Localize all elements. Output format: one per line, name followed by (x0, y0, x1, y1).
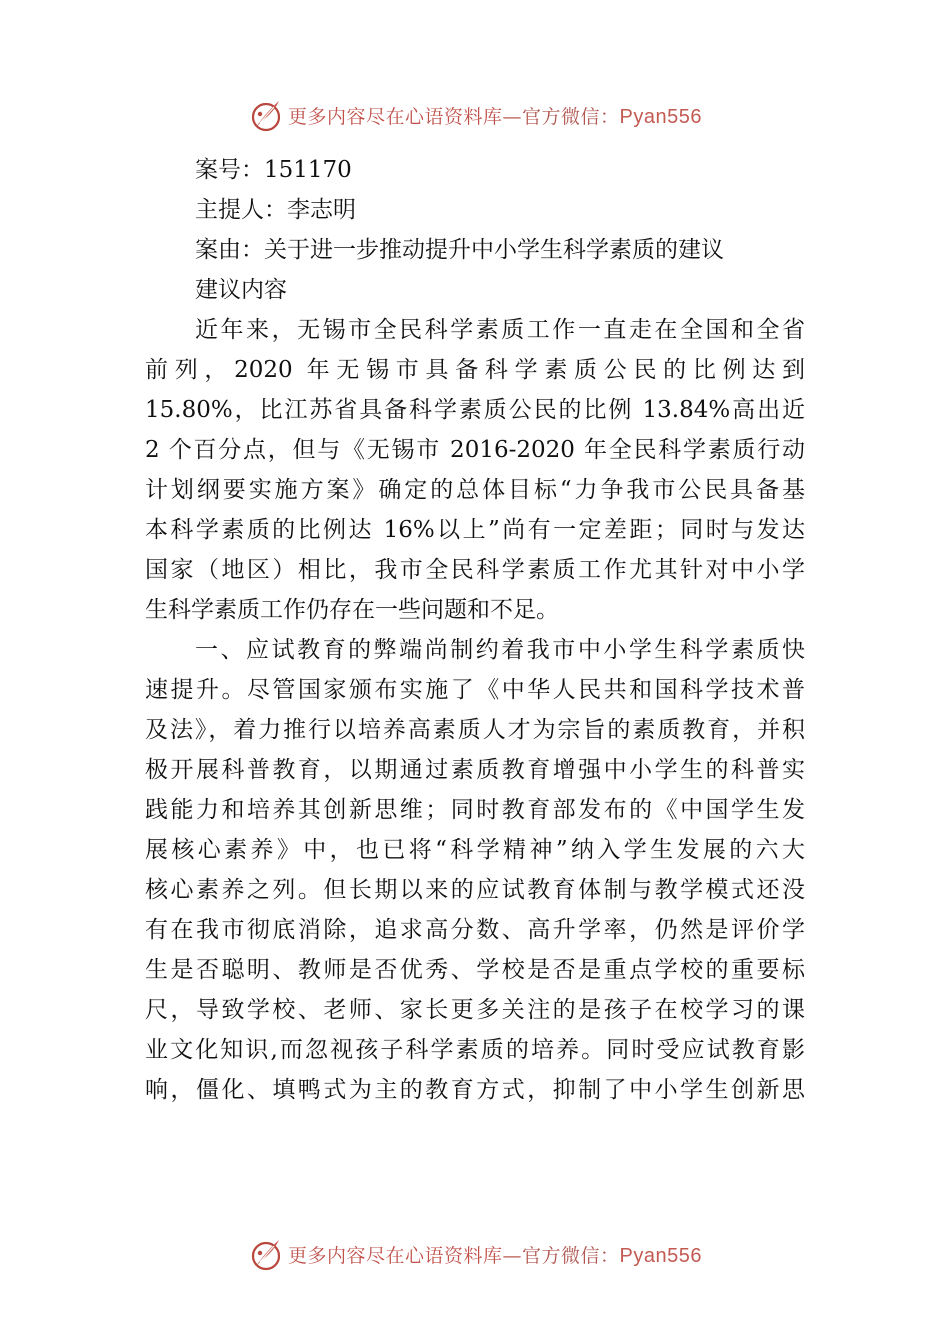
case-number: 案号：151170 (195, 157, 352, 183)
paragraph-line: 生科学素质工作仍存在一些问题和不足。 (145, 597, 559, 623)
quill-logo-icon (248, 97, 284, 133)
watermark-wechat-label: 官方微信： (522, 105, 620, 128)
paragraph-line: 国家（地区）相比，我市全民科学素质工作尤其针对中小学 (145, 557, 805, 583)
paragraph-line: 尺，导致学校、老师、家长更多关注的是孩子在校学习的课 (145, 997, 805, 1023)
quill-logo-icon (248, 1236, 284, 1272)
paragraph-line: 前列，2020 年无锡市具备科学素质公民的比例达到 (145, 357, 805, 383)
watermark-text (288, 102, 702, 129)
case-subject: 案由：关于进一步推动提升中小学生科学素质的建议 (195, 237, 724, 263)
watermark-wechat-id: Pyan556 (619, 1244, 702, 1267)
paragraph-line: 本科学素质的比例达 16%以上”尚有一定差距；同时与发达 (145, 517, 805, 543)
paragraph-line: 及法》，着力推行以培养高素质人才为宗旨的素质教育，并积 (145, 717, 805, 743)
paragraph-line: 生是否聪明、教师是否优秀、学校是否是重点学校的重要标 (145, 957, 805, 983)
watermark-dash: — (502, 105, 523, 128)
paragraph-line: 响，僵化、填鸭式为主的教育方式，抑制了中小学生创新思 (145, 1077, 805, 1103)
paragraph-line: 速提升。尽管国家颁布实施了《中华人民共和国科学技术普 (145, 677, 805, 703)
watermark-dash: — (502, 1244, 523, 1267)
paragraph-line: 践能力和培养其创新思维；同时教育部发布的《中国学生发 (145, 797, 805, 823)
paragraph-line: 核心素养之列。但长期以来的应试教育体制与教学模式还没 (145, 877, 805, 903)
paragraph-line: 计划纲要实施方案》确定的总体目标“力争我市公民具备基 (145, 477, 805, 503)
watermark-wechat-id: Pyan556 (619, 105, 702, 128)
document-body (145, 150, 805, 1110)
watermark-site-name: 更多内容尽在心语资料库 (288, 105, 503, 128)
paragraph-line: 业文化知识,而忽视孩子科学素质的培养。同时受应试教育影 (145, 1037, 805, 1063)
paragraph-line: 展核心素养》中，也已将“科学精神”纳入学生发展的六大 (145, 837, 805, 863)
paragraph-line: 15.80%，比江苏省具备科学素质公民的比例 13.84%高出近 (145, 397, 805, 423)
watermark-wechat-label: 官方微信： (522, 1244, 620, 1267)
paragraph-line: 有在我市彻底消除，追求高分数、高升学率，仍然是评价学 (145, 917, 805, 943)
watermark-text (288, 1241, 702, 1268)
header-watermark (0, 95, 950, 135)
paragraph-line: 近年来，无锡市全民科学素质工作一直走在全国和全省 (195, 317, 805, 343)
watermark-site-name: 更多内容尽在心语资料库 (288, 1244, 503, 1267)
paragraph-line: 极开展科普教育，以期通过素质教育增强中小学生的科普实 (145, 757, 805, 783)
paragraph-line: 2 个百分点，但与《无锡市 2016-2020 年全民科学素质行动 (145, 437, 805, 463)
proposer: 主提人：李志明 (195, 197, 356, 223)
paragraph-line: 一、应试教育的弊端尚制约着我市中小学生科学素质快 (195, 637, 805, 663)
section-heading: 建议内容 (195, 277, 287, 303)
footer-watermark (0, 1234, 950, 1274)
